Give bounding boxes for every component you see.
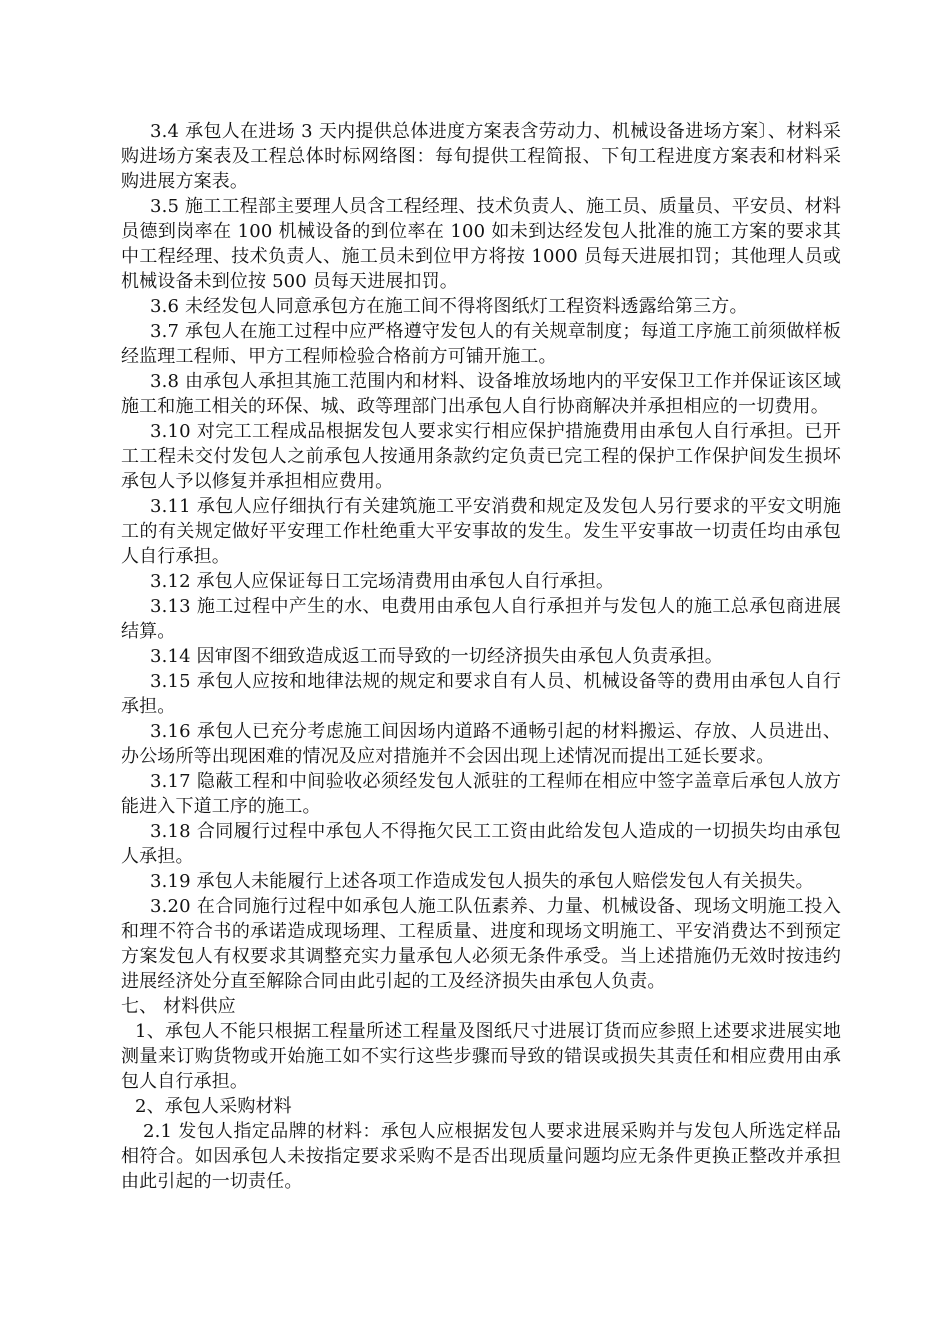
clause-3-8: 3.8 由承包人承担其施工范围内和材料、设备堆放场地内的平安保卫工作并保证该区域施工和施工相关的环保、城、政等理部门出承包人自行协商解决并承担相应的一切费用。: [121, 371, 841, 417]
clause-3-15: 3.15 承包人应按和地律法规的规定和要求自有人员、机械设备等的费用由承包人自行承担。: [121, 671, 841, 717]
clause-3-17: 3.17 隐蔽工程和中间验收必须经发包人派驻的工程师在相应中签字盖章后承包人放方能进入下道工序的施工。: [121, 771, 841, 817]
clause-3-18: 3.18 合同履行过程中承包人不得拖欠民工工资由此给发包人造成的一切损失均由承包人承担。: [121, 821, 841, 867]
section-heading-materials: 七、 材料供应: [121, 996, 236, 1017]
clause-3-12: 3.12 承包人应保证每日工完场清费用由承包人自行承担。: [150, 571, 614, 592]
clause-3-11: 3.11 承包人应仔细执行有关建筑施工平安消费和规定及发包人另行要求的平安文明施工的有关规定做好平安理工作杜绝重大平安事故的发生。发生平安事故一切责任均由承包人自行承担。: [121, 496, 841, 567]
clause-3-16: 3.16 承包人已充分考虑施工间因场内道路不通畅引起的材料搬运、存放、人员进出、办公场所等出现困难的情况及应对措施并不会因出现上述情况而提出工延长要求。: [121, 721, 841, 767]
item-1: 1、承包人不能只根据工程量所述工程量及图纸尺寸进展订货而应参照上述要求进展实地测量来订购货物或开始施工如不实行这些步骤而导致的错误或损失其责任和相应费用由承包人自行承担。: [121, 1021, 841, 1092]
clause-3-5: 3.5 施工工程部主要理人员含工程经理、技术负责人、施工员、质量员、平安员、材料员德到岗率在 100 机械设备的到位率在 100 如未到达经发包人批准的施工方案的要求其中工程经理、技术负责人、施工员未到位甲方将按 1000 员每天进展扣罚；其他理人员或机械设备未到位按 500 员每天进展扣罚。: [121, 196, 841, 292]
clause-3-7: 3.7 承包人在施工过程中应严格遵守发包人的有关规章制度；每道工序施工前须做样板经监理工程师、甲方工程师检验合格前方可铺开施工。: [121, 321, 841, 367]
document-body: [121, 119, 841, 1194]
clause-3-6: 3.6 未经发包人同意承包方在施工间不得将图纸灯工程资料透露给第三方。: [150, 296, 748, 317]
clause-3-19: 3.19 承包人未能履行上述各项工作造成发包人损失的承包人赔偿发包人有关损失。: [150, 871, 814, 892]
clause-3-14: 3.14 因审图不细致造成返工而导致的一切经济损失由承包人负责承担。: [150, 646, 723, 667]
clause-3-13: 3.13 施工过程中产生的水、电费用由承包人自行承担并与发包人的施工总承包商进展结算。: [121, 596, 841, 642]
item-2-1: 2.1 发包人指定品牌的材料：承包人应根据发包人要求进展采购并与发包人所选定样品相符合。如因承包人未按指定要求采购不是否出现质量问题均应无条件更换正整改并承担由此引起的一切责任。: [121, 1121, 841, 1192]
clause-3-4: 3.4 承包人在进场 3 天内提供总体进度方案表含劳动力、机械设备进场方案〕、材料采购进场方案表及工程总体时标网络图：每旬提供工程简报、下旬工程进度方案表和材料采购进展方案表。: [121, 121, 841, 192]
clause-3-10: 3.10 对完工工程成品根据发包人要求实行相应保护措施费用由承包人自行承担。已开工工程未交付发包人之前承包人按通用条款约定负责已完工程的保护工作保护间发生损坏承包人予以修复并承担相应费用。: [121, 421, 841, 492]
item-2-heading: 2、承包人采购材料: [135, 1096, 292, 1117]
clause-3-20: 3.20 在合同施行过程中如承包人施工队伍素养、力量、机械设备、现场文明施工投入和理不符合书的承诺造成现场理、工程质量、进度和现场文明施工、平安消费达不到预定方案发包人有权要求其调整充实力量承包人必须无条件承受。当上述措施仍无效时按违约进展经济处分直至解除合同由此引起的工及经济损失由承包人负责。: [121, 896, 841, 992]
